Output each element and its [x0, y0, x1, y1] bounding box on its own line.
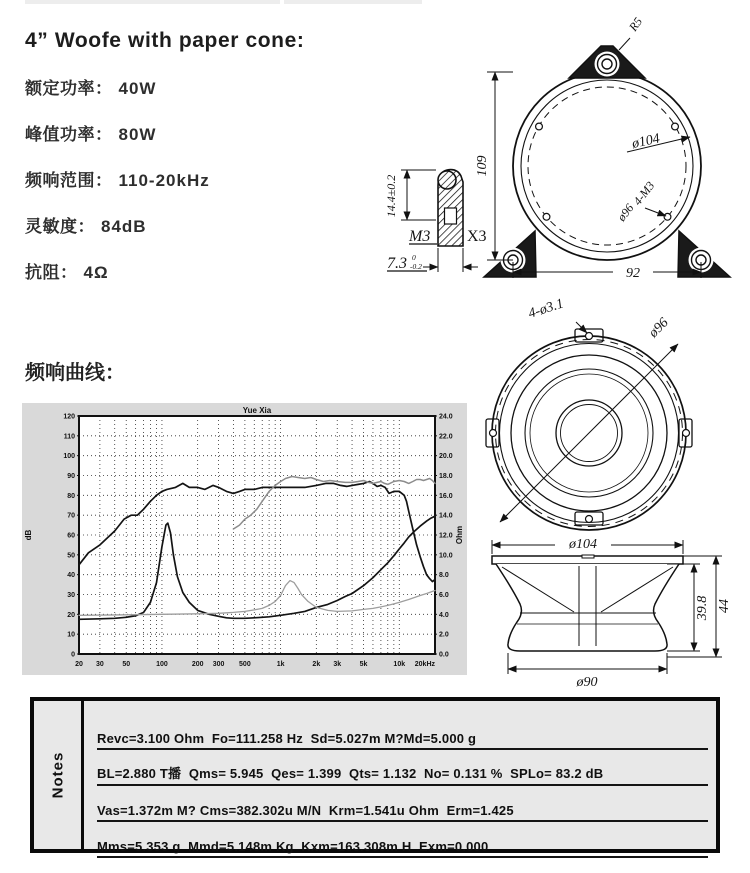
dim-7-3-tol-top: 0	[412, 253, 416, 262]
spec-list	[25, 74, 210, 304]
y-right-tick-label: 16.0	[439, 492, 453, 500]
dim-r5: R5	[625, 14, 646, 34]
dim-d90: ø90	[576, 675, 598, 690]
bolt-hole	[672, 123, 679, 130]
x-tick-label: 50	[122, 661, 131, 668]
y-right-tick-label: 24.0	[439, 413, 453, 421]
y-left-tick-label: 50	[67, 552, 75, 560]
x-tick-label: 200	[191, 661, 204, 668]
mounting-ear	[569, 46, 645, 78]
dim-x3: X3	[467, 228, 487, 245]
spec-row	[25, 74, 210, 96]
notes-header: Notes	[49, 751, 66, 799]
spec-value: 84dB	[101, 217, 147, 236]
page-title: 4” Woofe with paper cone:	[25, 29, 305, 52]
y-right-tick-label: 8.0	[439, 572, 449, 580]
y-left-tick-label: 0	[71, 651, 75, 659]
y-right-tick-label: 0.0	[439, 651, 449, 659]
scan-artifact	[25, 0, 280, 4]
spec-label: 额定功率：	[25, 79, 113, 98]
chart-title: Yue Xia	[242, 406, 272, 415]
x-tick-label: 1k	[276, 661, 285, 668]
y-left-tick-label: 90	[67, 473, 75, 480]
y-left-tick-label: 110	[63, 433, 75, 441]
dim-14-4: 14.4±0.2	[384, 174, 398, 218]
bolt-hole	[536, 123, 543, 130]
dim-44: 44	[717, 599, 732, 613]
mounting-ear	[484, 231, 536, 277]
y-left-tick-label: 20	[67, 611, 75, 619]
x-tick-label: 2k	[312, 661, 321, 668]
spec-label: 灵敏度：	[25, 217, 95, 236]
spec-row	[25, 212, 210, 234]
dim-d96: ø96	[614, 201, 637, 224]
dim-7-3: 7.3	[387, 255, 407, 272]
dim-d104: ø104	[630, 131, 662, 152]
spec-row	[25, 258, 210, 280]
notes-row: Revc=3.100 Ohm Fo=111.258 Hz Sd=5.027m M?Md=5.000 g	[97, 714, 708, 750]
driver-side-drawing	[460, 526, 750, 690]
y-left-tick-label: 40	[67, 572, 75, 580]
y-right-tick-label: 6.0	[439, 592, 449, 599]
y-left-axis-name: dB	[24, 529, 33, 541]
x-tick-label: 100	[156, 661, 168, 668]
dim-109: 109	[475, 155, 490, 177]
x-tick-label: 30	[95, 661, 104, 668]
spec-value: 40W	[118, 79, 157, 98]
tab-hole	[490, 333, 690, 523]
y-right-tick-label: 12.0	[439, 532, 453, 540]
y-left-tick-label: 30	[67, 592, 75, 599]
bolt-hole	[543, 213, 550, 220]
spec-row	[25, 120, 210, 142]
spec-value: 110-20kHz	[118, 171, 210, 190]
mounting-tab	[486, 329, 692, 525]
dim-39-8: 39.8	[695, 595, 710, 621]
notes-row: Mms=5.353 g Mmd=5.148m Kg Kxm=163.308m H Exm=0.000	[97, 822, 708, 858]
notes-box	[30, 697, 720, 853]
frequency-response-chart	[22, 403, 467, 675]
x-tick-label: 20	[75, 661, 83, 668]
y-left-tick-label: 80	[67, 492, 75, 500]
spec-row	[25, 166, 210, 188]
spec-value: 80W	[118, 125, 157, 144]
y-right-tick-label: 14.0	[439, 512, 453, 520]
y-right-tick-label: 4.0	[439, 611, 449, 619]
x-tick-label: 20kHz	[414, 661, 435, 668]
spec-label: 频响范围：	[25, 171, 113, 190]
y-right-tick-label: 20.0	[439, 453, 453, 461]
y-left-tick-label: 10	[67, 631, 75, 639]
frame-front-drawing	[383, 10, 750, 300]
y-left-tick-label: 60	[67, 532, 75, 540]
notes-rows	[84, 701, 716, 854]
y-right-tick-label: 18.0	[439, 473, 453, 480]
y-left-tick-label: 100	[63, 453, 75, 461]
ear-section-drawing	[384, 170, 487, 272]
y-left-tick-label: 70	[67, 512, 75, 520]
mounting-ear	[678, 231, 730, 277]
scan-artifact	[284, 0, 422, 4]
x-tick-label: 5k	[359, 661, 368, 668]
dim-7-3-tol-bot: -0.2	[410, 262, 422, 271]
x-tick-label: 10k	[393, 661, 406, 668]
x-tick-label: 300	[212, 661, 225, 668]
x-tick-label: 500	[239, 661, 251, 668]
y-right-axis-name: Ohm	[455, 525, 464, 545]
dim-d96: ø96	[646, 315, 672, 341]
spec-label: 峰值功率：	[25, 125, 113, 144]
y-right-tick-label: 10.0	[439, 552, 453, 560]
dim-m3: M3	[409, 228, 431, 245]
spec-label: 抗阻：	[25, 263, 78, 282]
notes-row: BL=2.880 T播 Qms= 5.945 Qes= 1.399 Qts= 1.132 No= 0.131 % SPLo= 83.2 dB	[97, 750, 708, 786]
dim-4m3: 4-M3	[630, 178, 658, 208]
curve-section-label: 频响曲线：	[25, 362, 125, 384]
dim-4-d3-1: 4-ø3.1	[526, 296, 566, 322]
notes-row: Vas=1.372m M? Cms=382.302u M/N Krm=1.541u Ohm Erm=1.425	[97, 786, 708, 822]
y-left-tick-label: 120	[63, 413, 75, 421]
dim-92: 92	[626, 266, 640, 281]
x-tick-label: 3k	[333, 661, 342, 668]
notes-header-cell	[34, 701, 84, 849]
bolt-hole	[664, 213, 671, 220]
dim-d104: ø104	[569, 537, 597, 552]
driver-front-drawing	[468, 296, 750, 558]
y-right-tick-label: 22.0	[439, 433, 453, 441]
y-right-tick-label: 2.0	[439, 631, 449, 639]
spec-value: 4Ω	[83, 263, 109, 282]
